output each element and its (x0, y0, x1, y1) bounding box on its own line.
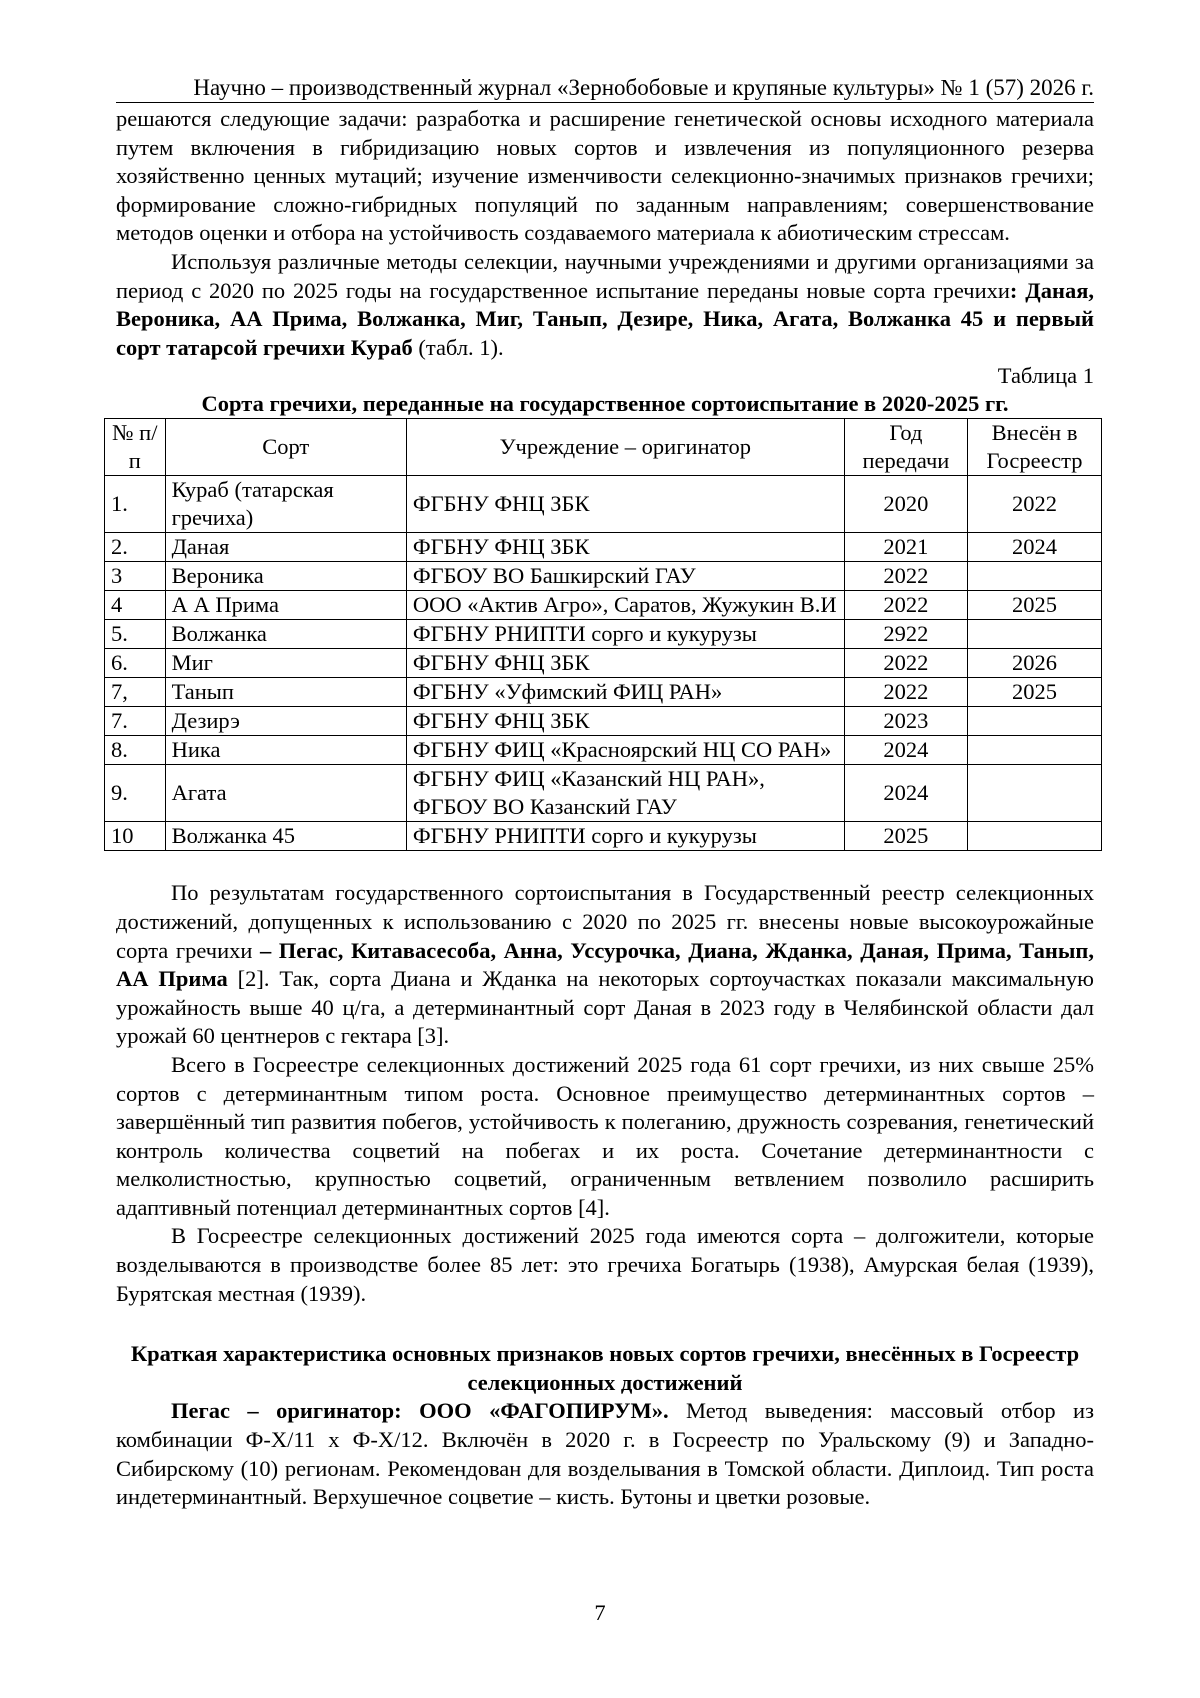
cell-reg (968, 822, 1102, 851)
table-row (105, 533, 1102, 562)
cell-reg (968, 765, 1102, 822)
cell-sort: Агата (165, 765, 406, 822)
cell-year: 2022 (844, 562, 967, 591)
paragraph-2-bold: : Даная, Вероника, АА Прима, Волжанка, Миг, Танып, Дезире, Ника, Агата, Волжанка 45 и первый сорт татарсой гречихи Кураб (116, 277, 1094, 360)
paragraph-3-bold: – Пегас, Китавасесоба, Анна, Уссурочка, Диана, Жданка, Даная, Прима, Танып, АА Прима (116, 937, 1094, 992)
cell-org: ФГБНУ ФНЦ ЗБК (406, 649, 844, 678)
cell-org: ФГБНУ ФНЦ ЗБК (406, 707, 844, 736)
paragraph-2 (116, 248, 1094, 362)
table-header-row (105, 419, 1102, 476)
paragraph-1: решаются следующие задачи: разработка и расширение генетической основы исходного материала путем включения в гибридизацию новых сортов и извлечения из популяционного резерва хозяйственно ценных мутаций; изучение изменчивости селекционно-значимых признаков гречихи; формирование сложно-гибридных популяций по заданным направлениям; совершенствование методов оценки и отбора на устойчивость создаваемого материала к абиотическим стрессам. (116, 106, 1094, 246)
cell-num: 10 (105, 822, 166, 851)
cell-num: 2. (105, 533, 166, 562)
cell-reg: 2024 (968, 533, 1102, 562)
cell-reg (968, 736, 1102, 765)
cell-sort: Волжанка (165, 620, 406, 649)
cell-org: ФГБНУ ФНЦ ЗБК (406, 533, 844, 562)
cell-org: ФГБНУ ФНЦ ЗБК (406, 476, 844, 533)
cell-sort: А А Прима (165, 591, 406, 620)
table-label: Таблица 1 (997, 363, 1094, 389)
table-body (105, 476, 1102, 851)
cell-num: 9. (105, 765, 166, 822)
cell-sort: Дезирэ (165, 707, 406, 736)
cell-num: 7. (105, 707, 166, 736)
page-number: 7 (594, 1600, 606, 1625)
cell-org: ООО «Актив Агро», Саратов, Жужукин В.И (406, 591, 844, 620)
paragraph-3-tail: [2]. Так, сорта Диана и Жданка на некоторых сортоучастках показали максимальную урожайность выше 40 ц/га, а детерминантный сорт Даная в 2023 году в Челябинской области дал урожай 60 центнеров с гектара [3]. (116, 966, 1094, 1049)
table-title: Сорта гречихи, переданные на государственное сортоиспытание в 2020-2025 гг. (201, 391, 1009, 417)
paragraph-4: Всего в Госреестре селекционных достижений 2025 года 61 сорт гречихи, из них свыше 25% сортов с детерминантным типом роста. Основное преимущество детерминантных сортов – завершённый тип развития побегов, устойчивость к полеганию, дружность созревания, генетический контроль количества соцветий на побегах и их роста. Сочетание детерминантности с мелколистностью, крупностью соцветий, ограниченным ветвлением позволило расширить адаптивный потенциал детерминантных сортов [4]. (116, 1051, 1094, 1220)
paragraph-2-tail: (табл. 1). (412, 334, 504, 360)
table-row (105, 736, 1102, 765)
cell-reg: 2022 (968, 476, 1102, 533)
cell-num: 1. (105, 476, 166, 533)
cell-reg: 2025 (968, 591, 1102, 620)
cell-sort: Вероника (165, 562, 406, 591)
table-row (105, 620, 1102, 649)
page-content (111, 74, 1094, 1512)
paragraph-6 (116, 1397, 1094, 1511)
journal-header: Научно – производственный журнал «Зернобобовые и крупяные культуры» № 1 (57) 2026 г. (116, 74, 1094, 103)
cell-year: 2023 (844, 707, 967, 736)
cell-sort: Ника (165, 736, 406, 765)
cell-sort: Миг (165, 649, 406, 678)
cell-sort: Танып (165, 678, 406, 707)
paragraph-6-bold: Пегас – оригинатор: ООО «ФАГОПИРУМ». (171, 1398, 669, 1424)
table-row (105, 822, 1102, 851)
cell-reg (968, 707, 1102, 736)
cell-reg (968, 562, 1102, 591)
cell-year: 2024 (844, 736, 967, 765)
cell-num: 7, (105, 678, 166, 707)
varieties-table (104, 418, 1102, 851)
cell-num: 6. (105, 649, 166, 678)
cell-org: ФГБНУ ФИЦ «Казанский НЦ РАН», ФГБОУ ВО Казанский ГАУ (406, 765, 844, 822)
cell-num: 3 (105, 562, 166, 591)
cell-year: 2021 (844, 533, 967, 562)
paragraph-3 (116, 879, 1094, 1051)
header-sort: Сорт (165, 419, 406, 476)
paragraph-5: В Госреестре селекционных достижений 2025 года имеются сорта – долгожители, которые возделываются в производстве более 85 лет: это гречиха Богатырь (1938), Амурская белая (1939), Бурятская местная (1939). (116, 1223, 1094, 1306)
cell-num: 8. (105, 736, 166, 765)
cell-reg (968, 620, 1102, 649)
paragraph-2-text: Используя различные методы селекции, научными учреждениями и другими организациями за период с 2020 по 2025 годы на государственное испытание переданы новые сорта гречихи (116, 248, 1094, 303)
cell-year: 2022 (844, 678, 967, 707)
cell-year: 2022 (844, 591, 967, 620)
cell-sort: Кураб (татарская гречиха) (165, 476, 406, 533)
header-year: Год передачи (844, 419, 967, 476)
header-reg: Внесён в Госреестр (968, 419, 1102, 476)
cell-year: 2020 (844, 476, 967, 533)
cell-num: 5. (105, 620, 166, 649)
section-title: Краткая характеристика основных признаков новых сортов гречихи, внесённых в Госреестр селекционных достижений (130, 1341, 1080, 1395)
table-row (105, 678, 1102, 707)
cell-sort: Волжанка 45 (165, 822, 406, 851)
cell-org: ФГБНУ ФИЦ «Красноярский НЦ СО РАН» (406, 736, 844, 765)
cell-reg: 2025 (968, 678, 1102, 707)
cell-org: ФГБОУ ВО Башкирский ГАУ (406, 562, 844, 591)
cell-year: 2022 (844, 649, 967, 678)
cell-num: 4 (105, 591, 166, 620)
cell-year: 2024 (844, 765, 967, 822)
paragraph-3-text: По результатам государственного сортоиспытания в Государственный реестр селекционных достижений, допущенных к использованию с 2020 по 2025 гг. внесены новые высокоурожайные сорта гречихи (116, 880, 1094, 963)
cell-org: ФГБНУ РНИПТИ сорго и кукурузы (406, 822, 844, 851)
table-row (105, 476, 1102, 533)
table-row (105, 707, 1102, 736)
table-row (105, 765, 1102, 822)
cell-org: ФГБНУ «Уфимский ФИЦ РАН» (406, 678, 844, 707)
cell-year: 2025 (844, 822, 967, 851)
paragraph-6-text: Метод выведения: массовый отбор из комбинации Ф-Х/11 х Ф-Х/12. Включён в 2020 г. в Госреестр по Уральскому (9) и Западно-Сибирскому (10) регионам. Рекомендован для возделывания в Томской области. Диплоид. Тип роста индетерминантный. Верхушечное соцветие – кисть. Бутоны и цветки розовые. (116, 1398, 1094, 1510)
table-row (105, 562, 1102, 591)
header-org: Учреждение – оригинатор (406, 419, 844, 476)
header-num: № п/п (105, 419, 166, 476)
cell-reg: 2026 (968, 649, 1102, 678)
cell-year: 2922 (844, 620, 967, 649)
cell-sort: Даная (165, 533, 406, 562)
table-row (105, 591, 1102, 620)
table-row (105, 649, 1102, 678)
cell-org: ФГБНУ РНИПТИ сорго и кукурузы (406, 620, 844, 649)
